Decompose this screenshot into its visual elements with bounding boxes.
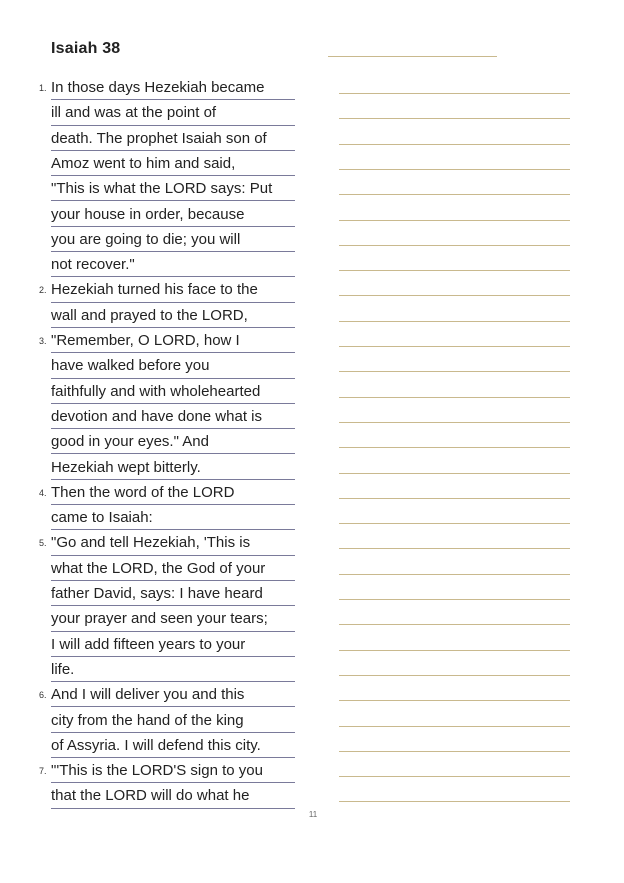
verse-number: 3. bbox=[39, 336, 47, 346]
scripture-line: "Remember, O LORD, how I bbox=[51, 328, 295, 353]
writing-line[interactable] bbox=[339, 194, 570, 195]
writing-line[interactable] bbox=[339, 650, 570, 651]
scripture-line: In those days Hezekiah became bbox=[51, 75, 295, 100]
writing-line[interactable] bbox=[339, 346, 570, 347]
scripture-line: came to Isaiah: bbox=[51, 505, 295, 530]
writing-line[interactable] bbox=[339, 397, 570, 398]
verse-number: 4. bbox=[39, 487, 47, 498]
scripture-line: death. The prophet Isaiah son of bbox=[51, 126, 295, 151]
writing-line[interactable] bbox=[339, 169, 570, 170]
writing-line[interactable] bbox=[339, 473, 570, 474]
writing-line[interactable] bbox=[339, 321, 570, 322]
scripture-line: what the LORD, the God of your bbox=[51, 556, 295, 581]
writing-line[interactable] bbox=[339, 144, 570, 145]
scripture-line: faithfully and with wholehearted bbox=[51, 379, 295, 404]
scripture-line: your prayer and seen your tears; bbox=[51, 606, 295, 631]
writing-line[interactable] bbox=[339, 624, 570, 625]
writing-line[interactable] bbox=[339, 801, 570, 802]
scripture-line: not recover." bbox=[51, 252, 295, 277]
chapter-title: Isaiah 38 bbox=[51, 40, 121, 57]
writing-line[interactable] bbox=[339, 751, 570, 752]
writing-line[interactable] bbox=[339, 245, 570, 246]
writing-line[interactable] bbox=[339, 523, 570, 524]
writing-line[interactable] bbox=[339, 700, 570, 701]
writing-line[interactable] bbox=[339, 93, 570, 94]
scripture-line: father David, says: I have heard bbox=[51, 581, 295, 606]
scripture-line: Amoz went to him and said, bbox=[51, 151, 295, 176]
writing-line[interactable] bbox=[339, 447, 570, 448]
scripture-line: city from the hand of the king bbox=[51, 708, 295, 733]
writing-line[interactable] bbox=[339, 776, 570, 777]
writing-line[interactable] bbox=[339, 422, 570, 423]
writing-line[interactable] bbox=[339, 371, 570, 372]
writing-line[interactable] bbox=[339, 270, 570, 271]
scripture-line: "Go and tell Hezekiah, 'This is bbox=[51, 530, 295, 555]
verse-number: 2. bbox=[39, 285, 47, 296]
writing-line[interactable] bbox=[339, 599, 570, 600]
verse-number: 5. bbox=[39, 538, 47, 549]
scripture-line: of Assyria. I will defend this city. bbox=[51, 733, 295, 758]
scripture-line: "'This is the LORD'S sign to you bbox=[51, 758, 295, 783]
scripture-line: Then the word of the LORD bbox=[51, 480, 295, 505]
scripture-line: that the LORD will do what he bbox=[51, 783, 295, 808]
verse-number: 1. bbox=[39, 83, 47, 93]
verse-number: 6. bbox=[39, 690, 47, 701]
scripture-line: good in your eyes." And bbox=[51, 429, 295, 454]
scripture-line: Hezekiah turned his face to the bbox=[51, 277, 295, 302]
page-marker: 11 bbox=[308, 810, 318, 819]
scripture-line: you are going to die; you will bbox=[51, 227, 295, 252]
verse-number: 7. bbox=[39, 766, 47, 777]
writing-line[interactable] bbox=[339, 726, 570, 727]
scripture-line: I will add fifteen years to your bbox=[51, 632, 295, 657]
scripture-line: have walked before you bbox=[51, 353, 295, 378]
scripture-line: wall and prayed to the LORD, bbox=[51, 303, 295, 328]
writing-line[interactable] bbox=[339, 675, 570, 676]
scripture-line: your house in order, because bbox=[51, 202, 295, 227]
scripture-line: life. bbox=[51, 657, 295, 682]
title-writing-line bbox=[328, 56, 497, 57]
scripture-line: ill and was at the point of bbox=[51, 100, 295, 125]
writing-line[interactable] bbox=[339, 220, 570, 221]
writing-line[interactable] bbox=[339, 118, 570, 119]
scripture-line: devotion and have done what is bbox=[51, 404, 295, 429]
writing-line[interactable] bbox=[339, 498, 570, 499]
scripture-line: Hezekiah wept bitterly. bbox=[51, 455, 295, 480]
scripture-line: And I will deliver you and this bbox=[51, 682, 295, 707]
writing-line[interactable] bbox=[339, 295, 570, 296]
writing-line[interactable] bbox=[339, 574, 570, 575]
scripture-line: "This is what the LORD says: Put bbox=[51, 176, 295, 201]
writing-line[interactable] bbox=[339, 548, 570, 549]
